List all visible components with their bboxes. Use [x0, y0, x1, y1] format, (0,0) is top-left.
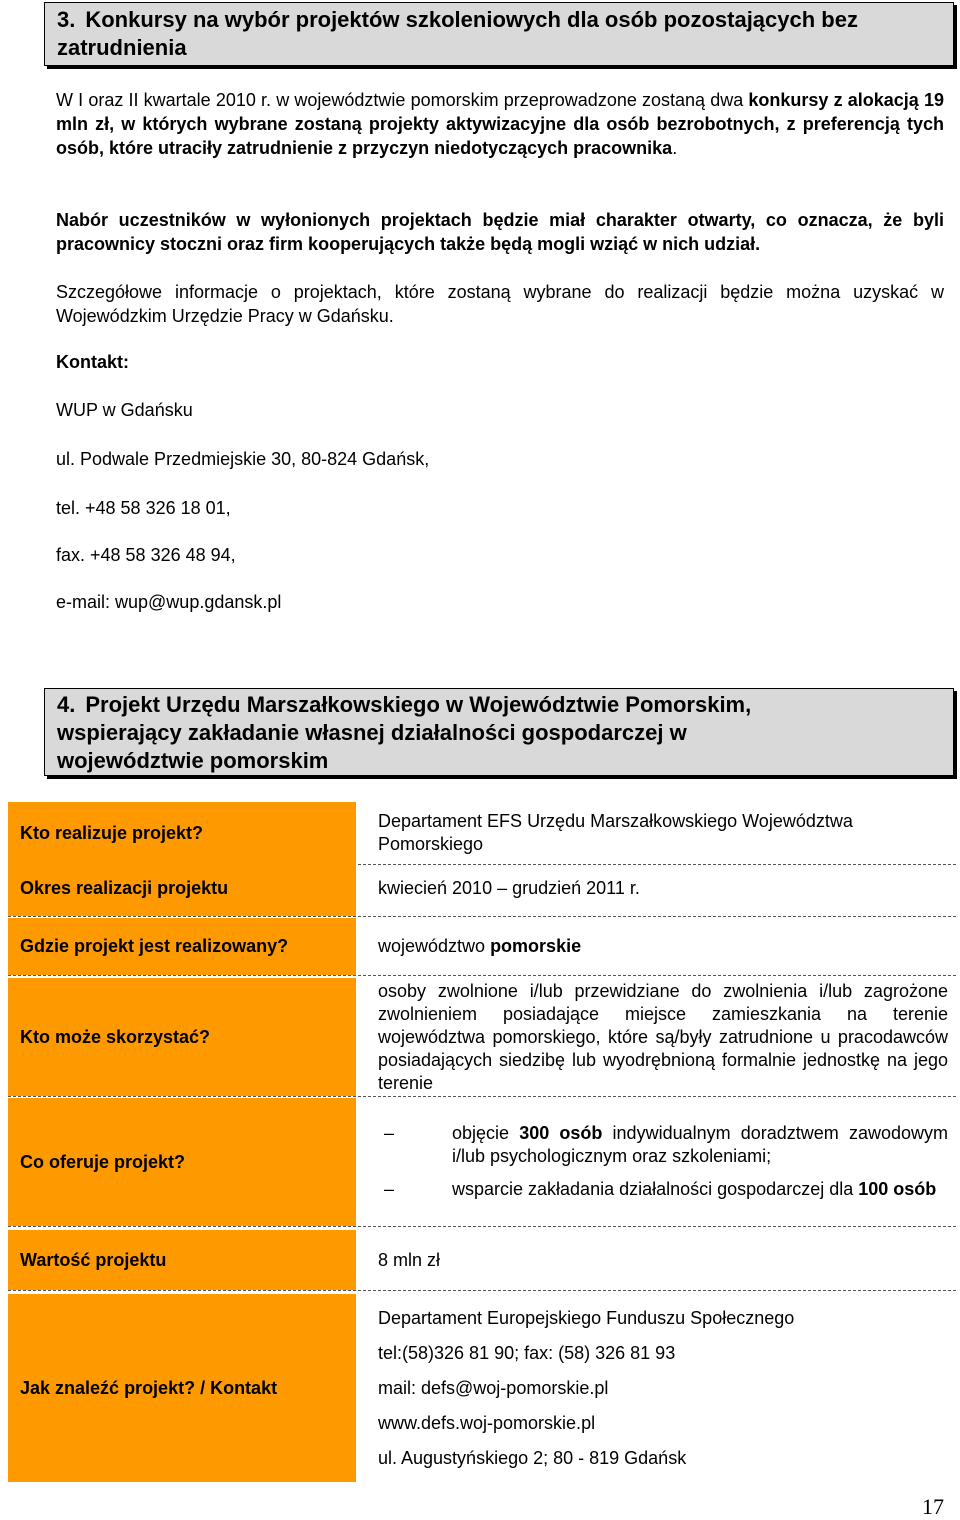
dash-bullet: – [384, 1122, 395, 1143]
section-3-heading [44, 2, 954, 66]
section-title-line: województwie pomorskim [57, 748, 329, 773]
page-number: 17 [922, 1494, 944, 1519]
section-title-line: wspierający zakładanie własnej działalności gospodarczej w [57, 720, 687, 745]
paragraph-text: W I oraz II kwartale 2010 r. w województwie pomorskim przeprowadzone zostaną dwa [56, 90, 749, 110]
row-divider [8, 916, 956, 917]
row-label: Wartość projektu [8, 1230, 356, 1290]
row-label: Kto realizuje projekt? [8, 802, 356, 864]
find-line-address: ul. Augustyńskiego 2; 80 - 819 Gdańsk [378, 1447, 687, 1468]
section-number: 3. [57, 7, 76, 32]
row-divider [8, 1226, 956, 1227]
find-line-phone: tel:(58)326 81 90; fax: (58) 326 81 93 [378, 1342, 676, 1363]
list-item-text: wsparcie zakładania działalności gospodarczej dla 100 osób [452, 1178, 937, 1199]
row-value [378, 1098, 948, 1226]
contact-org: WUP w Gdańsku [56, 400, 193, 420]
section-title-text: Projekt Urzędu Marszałkowskiego w Województwie Pomorskim, [85, 692, 752, 717]
dash-bullet: – [384, 1178, 395, 1199]
row-value-bold: pomorskie [490, 936, 582, 956]
paragraph-competitions [56, 88, 944, 160]
paragraph-recruitment: Nabór uczestników w wyłonionych projektach będzie miał charakter otwarty, co oznacza, że byli pracownicy stoczni oraz firm kooperujących także będą mogli wziąć w nich udział. [56, 210, 944, 254]
table-row-eligible [8, 978, 956, 1096]
list-item-text: objęcie 300 osób indywidualnym doradztwem zawodowym i/lub psychologicznym oraz szkoleniami; [452, 1122, 948, 1166]
contact-email: e-mail: wup@wup.gdansk.pl [56, 592, 282, 612]
row-value [378, 1230, 948, 1290]
row-label: Jak znaleźć projekt? / Kontakt [8, 1294, 356, 1482]
row-value [378, 860, 948, 916]
list-item [378, 1122, 948, 1168]
row-value-text: województwo [378, 936, 491, 956]
paragraph-bold-text: konkursy z alokacją 19 mln zł, w których wybrane zostaną projekty aktywizacyjne dla osób bezrobotnych, z preferencją tych osób, które utraciły zatrudnienie z przyczyn niedotyczących pracownika [56, 90, 944, 158]
row-value [378, 918, 948, 975]
row-divider [8, 1096, 956, 1097]
find-line-department: Departament Europejskiego Funduszu Społecznego [378, 1307, 795, 1328]
find-line-email: mail: defs@woj-pomorskie.pl [378, 1377, 609, 1398]
find-line-website: www.defs.woj-pomorskie.pl [378, 1412, 596, 1433]
contact-fax: fax. +48 58 326 48 94, [56, 545, 236, 565]
row-value-text: Departament EFS Urzędu Marszałkowskiego Województwa Pomorskiego [378, 811, 853, 854]
section-title: Konkursy na wybór projektów szkoleniowych dla osób pozostających bez zatrudnienia [57, 7, 858, 60]
row-value-text: kwiecień 2010 – grudzień 2011 r. [378, 877, 640, 898]
paragraph-details: Szczegółowe informacje o projektach, które zostaną wybrane do realizacji będzie można uzyskać w Wojewódzkim Urzędzie Pracy w Gdańsku. [56, 282, 944, 326]
paragraph-text: . [672, 138, 678, 158]
list-item [378, 1178, 948, 1201]
row-divider [8, 1290, 956, 1291]
table-row-who [8, 802, 956, 864]
section-4-heading [44, 688, 954, 776]
table-row-offer [8, 1098, 956, 1226]
table-row-where [8, 918, 956, 975]
row-value [378, 978, 948, 1096]
row-label: Co oferuje projekt? [8, 1098, 356, 1226]
row-label: Kto może skorzystać? [8, 978, 356, 1096]
contact-phone: tel. +48 58 326 18 01, [56, 498, 231, 518]
row-divider [8, 975, 956, 976]
contact-heading: Kontakt: [56, 352, 129, 372]
table-row-period [8, 860, 956, 916]
row-value-text: 8 mln zł [378, 1249, 441, 1270]
section-title-line [57, 691, 945, 719]
row-value [378, 802, 948, 864]
row-label: Gdzie projekt jest realizowany? [8, 918, 356, 975]
row-value [378, 1294, 948, 1482]
row-label: Okres realizacji projektu [8, 860, 356, 916]
project-info-table [8, 802, 956, 1482]
section-number: 4. [57, 692, 76, 717]
table-row-value [8, 1230, 956, 1290]
contact-address: ul. Podwale Przedmiejskie 30, 80-824 Gdańsk, [56, 449, 430, 469]
table-row-find [8, 1294, 956, 1482]
row-value-text: osoby zwolnione i/lub przewidziane do zwolnienia i/lub zagrożone zwolnieniem posiadające miejsce zamieszkania na terenie województwa pomorskiego, które są/były zatrudnione u pracodawców posiadających siedzibę lub wyodrębnioną formalnie jednostkę na jego terenie [378, 980, 948, 1093]
